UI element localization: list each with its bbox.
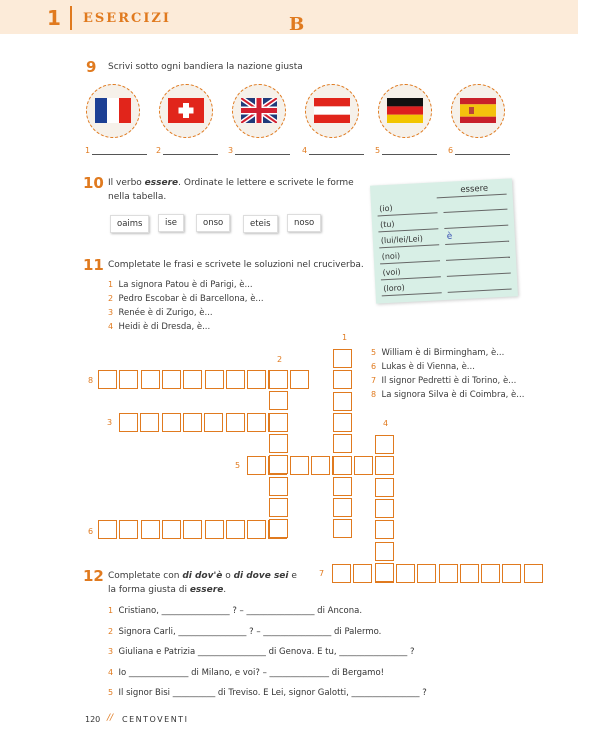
answer-line[interactable] <box>447 273 511 277</box>
letter-card: ise <box>158 214 184 232</box>
sentence-5[interactable]: 5 Il signor Bisi __________ di Treviso. E Lei, signor Galotti, ________________ ? <box>108 688 427 698</box>
crossword-cell[interactable] <box>269 391 288 410</box>
crossword-cell[interactable] <box>269 370 288 389</box>
crossword-cell[interactable] <box>183 520 202 539</box>
example-answer: è <box>446 231 453 242</box>
crossword-cell[interactable] <box>417 564 436 583</box>
flag-circle-6 <box>451 84 505 138</box>
pronoun-label: (voi) <box>382 267 401 278</box>
austria-flag-icon <box>314 98 350 123</box>
header-divider <box>70 6 72 30</box>
letter-card: oaims <box>110 215 149 233</box>
crossword-cell[interactable] <box>439 564 458 583</box>
sentence-3[interactable]: 3 Giuliana e Patrizia ________________ di Genova. E tu, ________________ ? <box>108 647 415 657</box>
exercise-9-instruction: Scrivi sotto ogni bandiera la nazione giusta <box>108 62 303 72</box>
crossword-cell[interactable] <box>269 519 288 538</box>
pronoun-label: (lui/lei/Lei) <box>380 234 424 246</box>
crossword-cell[interactable] <box>98 370 117 389</box>
crossword-cell[interactable] <box>205 370 224 389</box>
letter-card: eteis <box>243 215 278 233</box>
flag-answer-line[interactable] <box>92 154 147 155</box>
crossword-cell[interactable] <box>247 413 266 432</box>
crossword-cell[interactable] <box>226 370 245 389</box>
letter-card: noso <box>287 214 321 232</box>
footer-separator: // <box>107 713 114 723</box>
crossword-cell[interactable] <box>247 520 266 539</box>
flag-blank-number: 6 <box>448 146 454 155</box>
exercise-9-number: 9 <box>86 58 97 76</box>
crossword-number-2: 2 <box>277 355 283 364</box>
crossword-cell[interactable] <box>269 477 288 496</box>
crossword-cell[interactable] <box>162 413 181 432</box>
page-number: 120 <box>85 715 101 724</box>
crossword-cell[interactable] <box>119 370 138 389</box>
crossword-cell[interactable] <box>333 498 352 517</box>
crossword-cell[interactable] <box>247 456 266 475</box>
crossword-cell[interactable] <box>141 370 160 389</box>
exercise-12-number: 12 <box>83 567 104 585</box>
exercise-10-number: 10 <box>83 174 104 192</box>
crossword-cell[interactable] <box>375 520 394 539</box>
crossword-cell[interactable] <box>205 520 224 539</box>
crossword-number-4: 4 <box>383 419 389 428</box>
france-flag-icon <box>95 98 131 123</box>
answer-line[interactable] <box>446 257 510 261</box>
level-label: B <box>289 14 305 35</box>
pronoun-label: (io) <box>378 203 393 214</box>
uk-flag-icon <box>241 98 277 123</box>
spain-flag-icon <box>460 98 496 123</box>
crossword-cell[interactable] <box>269 413 288 432</box>
crossword-cell[interactable] <box>98 520 117 539</box>
flag-blank-number: 3 <box>228 146 234 155</box>
crossword-cell[interactable] <box>269 455 288 474</box>
crossword-number-7: 7 <box>319 569 325 578</box>
crossword-cell[interactable] <box>375 499 394 518</box>
crossword-cell[interactable] <box>375 563 394 582</box>
crossword-cell[interactable] <box>333 477 352 496</box>
flag-answer-line[interactable] <box>163 154 218 155</box>
flag-circle-4 <box>305 84 359 138</box>
crossword-cell[interactable] <box>333 519 352 538</box>
crossword-cell[interactable] <box>460 564 479 583</box>
crossword-cell[interactable] <box>141 520 160 539</box>
section-title: ESERCIZI <box>83 11 172 26</box>
pronoun-label: (loro) <box>383 283 405 294</box>
exercise-12-instruction: Completate con di dov'è o di dove sei e <box>108 571 297 581</box>
crossword-cell[interactable] <box>353 564 372 583</box>
crossword-cell[interactable] <box>333 392 352 411</box>
flag-circle-5 <box>378 84 432 138</box>
crossword-number-3: 3 <box>107 418 113 427</box>
crossword-cell[interactable] <box>119 413 138 432</box>
exercise-10-instruction-line2: nella tabella. <box>108 192 167 202</box>
clue-list-left: 1 La signora Patou è di Parigi, è... 2 Pedro Escobar è di Barcellona, è... 3 Renée è di Zurigo, è... 4 Heidi è di Dresda, è... <box>108 280 264 332</box>
clue-list-right: 5 William è di Birmingham, è... 6 Lukas è di Vienna, è... 7 Il signor Pedretti è di Torino, è... 8 La signora Silva è di Coimbra, è... <box>371 348 525 400</box>
crossword-cell[interactable] <box>204 413 223 432</box>
germany-flag-icon <box>387 98 423 123</box>
crossword-cell[interactable] <box>269 434 288 453</box>
crossword-number-1: 1 <box>342 333 348 342</box>
answer-line[interactable] <box>443 209 507 213</box>
conjugation-table <box>370 178 518 303</box>
crossword-cell[interactable] <box>375 435 394 454</box>
crossword-cell[interactable] <box>183 370 202 389</box>
pronoun-label: (tu) <box>379 219 395 230</box>
crossword-cell[interactable] <box>162 520 181 539</box>
flag-circle-3 <box>232 84 286 138</box>
crossword-cell[interactable] <box>375 542 394 561</box>
exercise-10-instruction: Il verbo essere. Ordinate le lettere e scrivete le forme <box>108 178 354 188</box>
exercise-12-instruction-line2: la forma giusta di essere. <box>108 585 227 595</box>
crossword-number-5: 5 <box>235 461 241 470</box>
crossword-cell[interactable] <box>183 413 202 432</box>
crossword-number-6: 6 <box>88 527 94 536</box>
answer-line[interactable] <box>445 241 509 245</box>
crossword-cell[interactable] <box>333 349 352 368</box>
crossword-cell[interactable] <box>162 370 181 389</box>
crossword-cell[interactable] <box>375 456 394 475</box>
exercise-11-instruction: Completate le frasi e scrivete le soluzioni nel cruciverba. <box>108 260 364 270</box>
exercise-11-number: 11 <box>83 256 104 274</box>
flag-blank-number: 1 <box>85 146 91 155</box>
crossword-cell[interactable] <box>333 456 352 475</box>
crossword-cell[interactable] <box>290 456 309 475</box>
flag-answer-line[interactable] <box>455 154 510 155</box>
crossword-cell[interactable] <box>333 413 352 432</box>
flag-circle-2 <box>159 84 213 138</box>
flag-answer-line[interactable] <box>382 154 437 155</box>
crossword-cell[interactable] <box>332 564 351 583</box>
crossword-cell[interactable] <box>311 456 330 475</box>
crossword-cell[interactable] <box>333 434 352 453</box>
unit-number: 1 <box>47 6 61 30</box>
flag-blank-number: 4 <box>302 146 308 155</box>
crossword-cell[interactable] <box>226 520 245 539</box>
flag-blank-number: 5 <box>375 146 381 155</box>
answer-line[interactable] <box>444 225 508 229</box>
crossword-cell[interactable] <box>524 564 543 583</box>
switzerland-flag-icon <box>168 98 204 123</box>
flag-answer-line[interactable] <box>309 154 364 155</box>
crossword-cell[interactable] <box>481 564 500 583</box>
page-number-words: CENTOVENTI <box>122 715 189 724</box>
crossword-cell[interactable] <box>502 564 521 583</box>
pronoun-label: (noi) <box>381 251 401 262</box>
crossword-cell[interactable] <box>396 564 415 583</box>
crossword-cell[interactable] <box>119 520 138 539</box>
crossword-cell[interactable] <box>226 413 245 432</box>
crossword-cell[interactable] <box>140 413 159 432</box>
answer-line[interactable] <box>448 289 512 293</box>
flag-answer-line[interactable] <box>235 154 290 155</box>
crossword-cell[interactable] <box>269 498 288 517</box>
crossword-number-8: 8 <box>88 376 94 385</box>
flag-blank-number: 2 <box>156 146 162 155</box>
flag-circle-1 <box>86 84 140 138</box>
letter-card: onso <box>196 214 230 232</box>
crossword-cell[interactable] <box>375 478 394 497</box>
sentence-1[interactable]: 1 Cristiano, ________________ ? – ________________ di Ancona. <box>108 606 363 616</box>
crossword-cell[interactable] <box>354 456 373 475</box>
crossword-cell[interactable] <box>333 370 352 389</box>
crossword-cell[interactable] <box>247 370 266 389</box>
sentence-2[interactable]: 2 Signora Carli, ________________ ? – ________________ di Palermo. <box>108 627 382 637</box>
crossword-cell[interactable] <box>290 370 309 389</box>
table-header: essere <box>460 183 489 196</box>
sentence-4[interactable]: 4 Io ______________ di Milano, e voi? – ______________ di Bergamo! <box>108 668 385 678</box>
